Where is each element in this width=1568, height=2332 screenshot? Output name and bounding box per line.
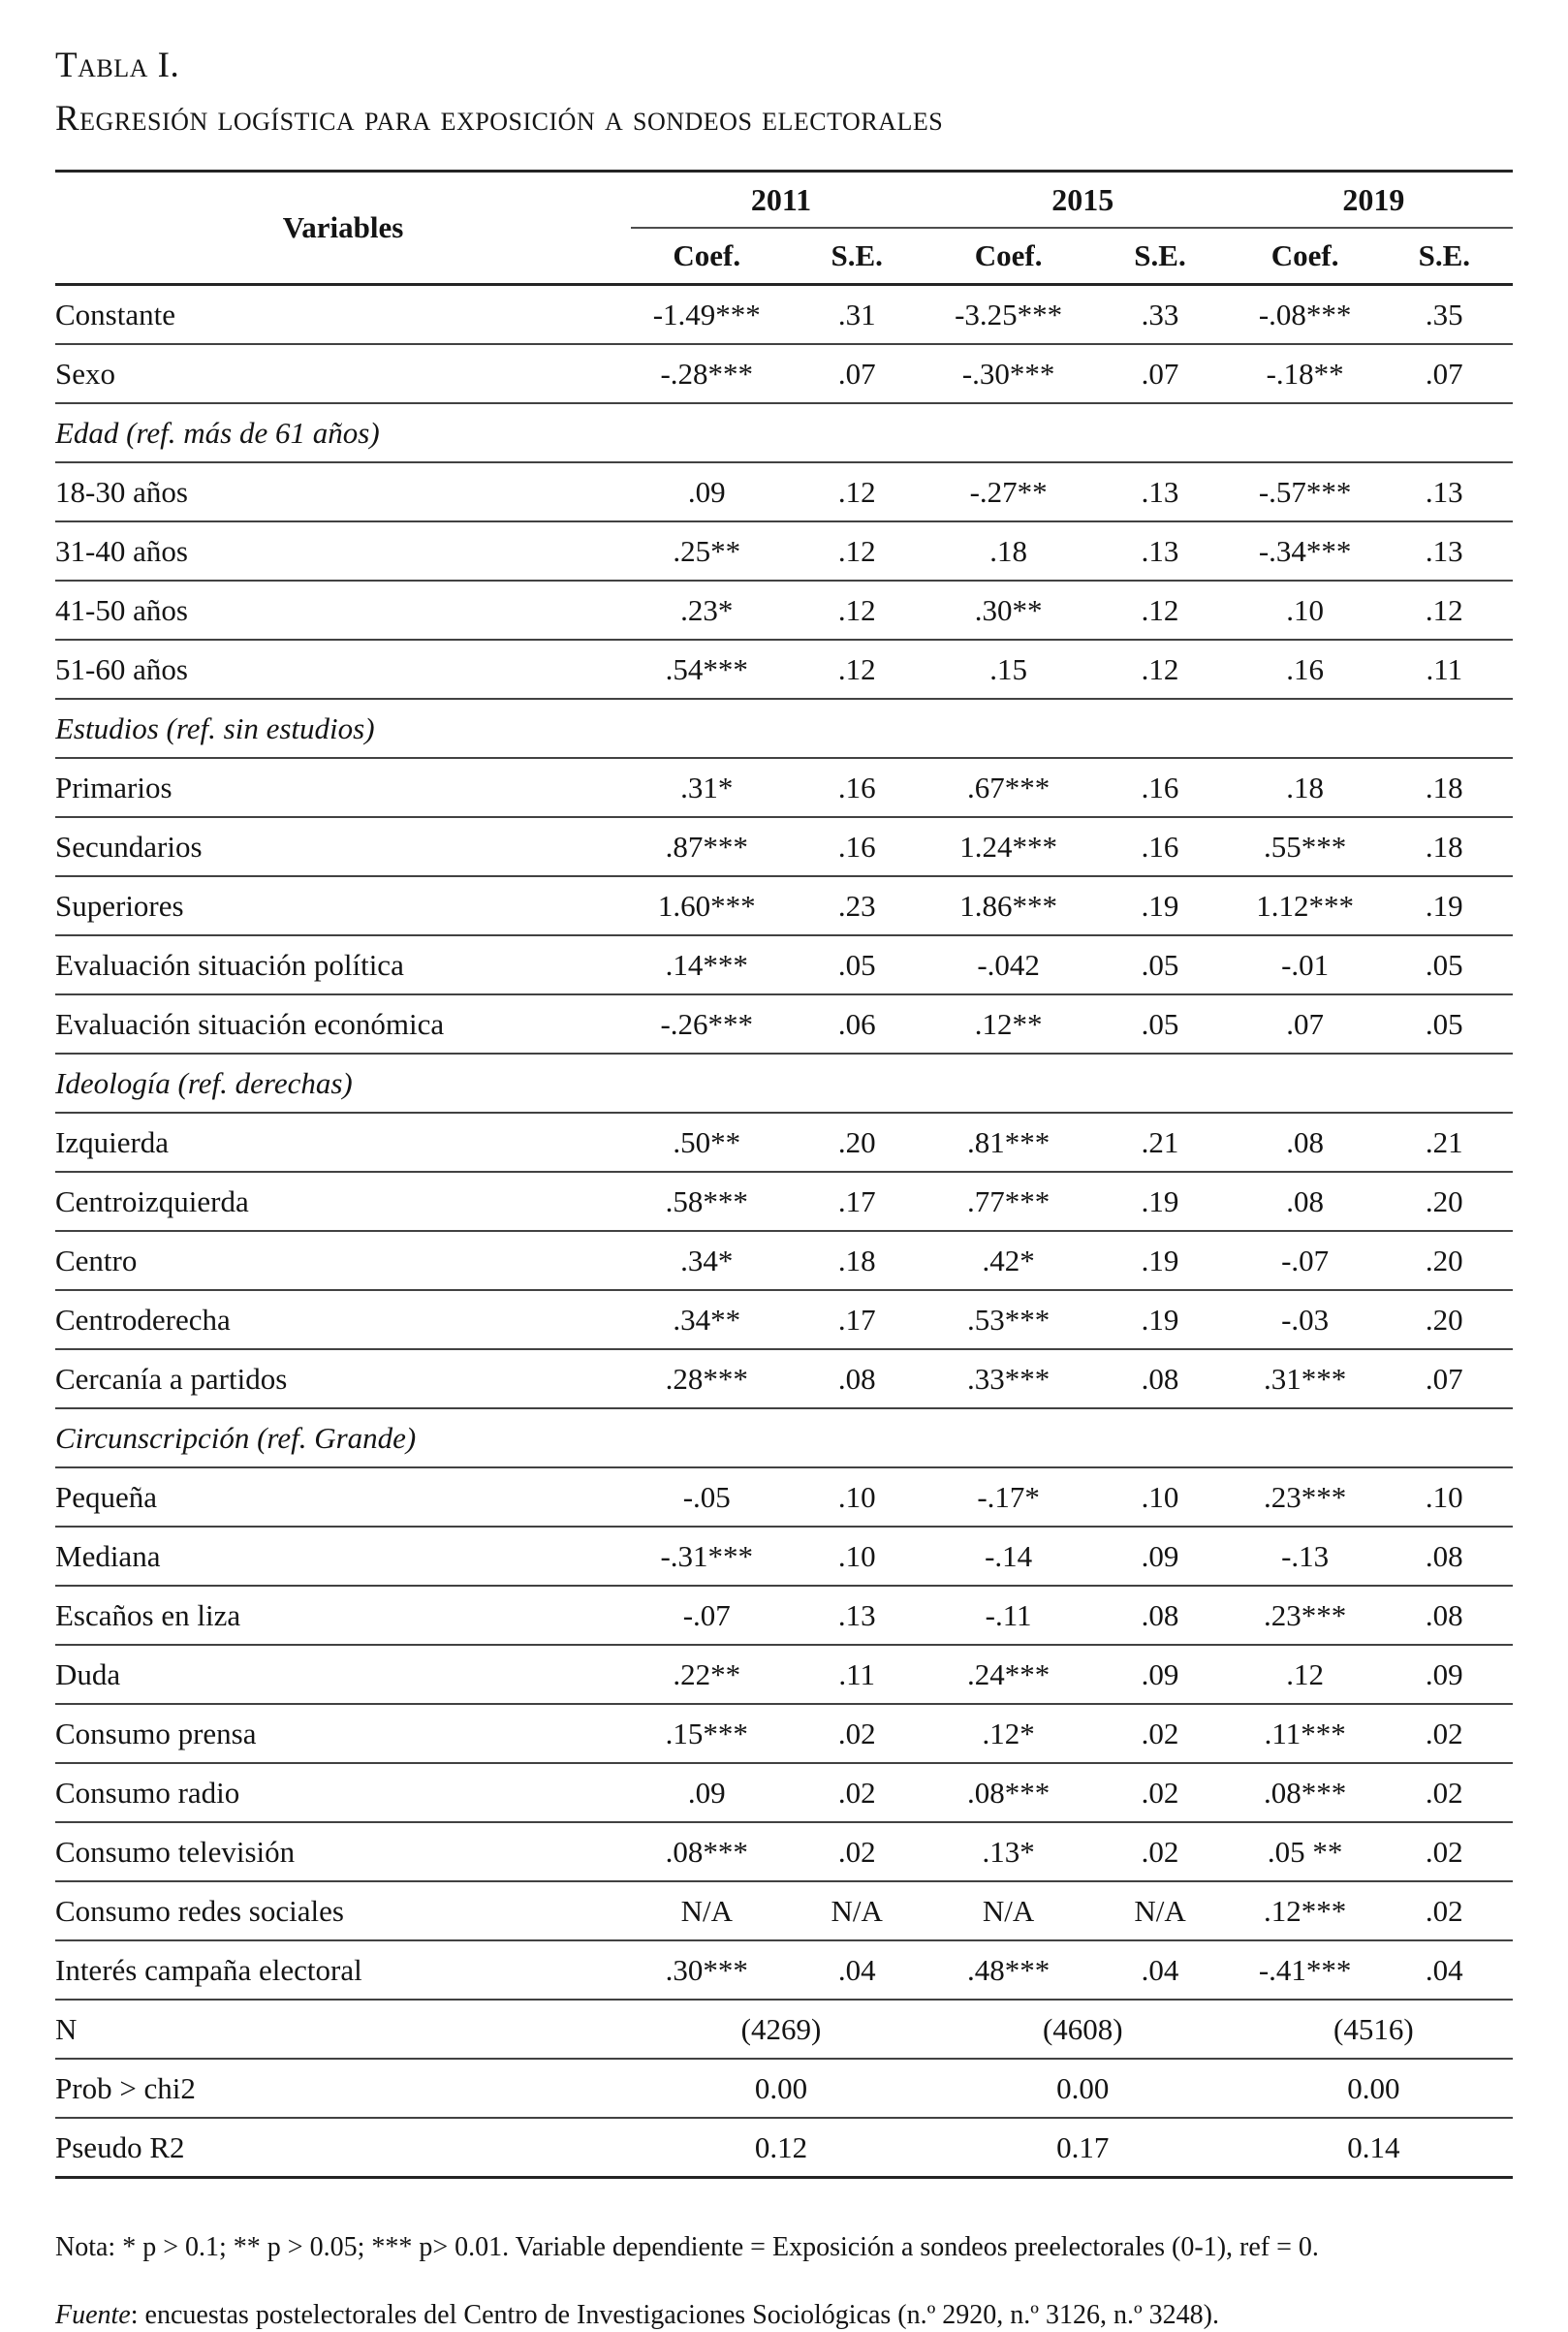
section-row (55, 1054, 1513, 1113)
cell-value: .08 (1376, 1586, 1513, 1645)
cell-value: .19 (1085, 1231, 1234, 1290)
row-label: Pseudo R2 (55, 2118, 631, 2178)
cell-value: -.03 (1235, 1290, 1376, 1349)
cell-value: .54*** (631, 640, 782, 699)
cell-value: .34* (631, 1231, 782, 1290)
year-header-row (55, 172, 1513, 229)
cell-value: 1.12*** (1235, 876, 1376, 935)
cell-value: .12** (931, 994, 1085, 1054)
table-source (55, 2299, 1513, 2332)
row-label: Primarios (55, 758, 631, 817)
cell-value: .58*** (631, 1172, 782, 1231)
cell-value: .09 (631, 1763, 782, 1822)
row-label: Cercanía a partidos (55, 1349, 631, 1408)
row-label: Superiores (55, 876, 631, 935)
se-subheader: S.E. (782, 228, 930, 285)
row-label: Pequeña (55, 1467, 631, 1527)
cell-value: -.31*** (631, 1527, 782, 1586)
cell-value: (4516) (1235, 2000, 1513, 2059)
cell-value: 0.12 (631, 2118, 931, 2178)
cell-value: .19 (1085, 1172, 1234, 1231)
cell-value: .17 (782, 1172, 930, 1231)
cell-value: .19 (1085, 1290, 1234, 1349)
cell-value: .11 (1376, 640, 1513, 699)
cell-value: .02 (1085, 1763, 1234, 1822)
cell-value: .13 (1376, 462, 1513, 521)
stat-row (55, 2118, 1513, 2178)
cell-value: -.01 (1235, 935, 1376, 994)
cell-value: -.30*** (931, 344, 1085, 403)
cell-value: -.34*** (1235, 521, 1376, 581)
cell-value: .08*** (1235, 1763, 1376, 1822)
cell-value: .02 (1376, 1763, 1513, 1822)
row-label: Sexo (55, 344, 631, 403)
cell-value: .33 (1085, 285, 1234, 345)
cell-value: .87*** (631, 817, 782, 876)
row-label: Consumo radio (55, 1763, 631, 1822)
row-label: N (55, 2000, 631, 2059)
cell-value: .30*** (631, 1940, 782, 2000)
cell-value: .18 (1235, 758, 1376, 817)
cell-value: .12 (1235, 1645, 1376, 1704)
cell-value: .13 (1085, 462, 1234, 521)
row-label: Centroderecha (55, 1290, 631, 1349)
cell-value: .05 ** (1235, 1822, 1376, 1881)
cell-value: .21 (1376, 1113, 1513, 1172)
cell-value: .18 (1376, 758, 1513, 817)
coef-subheader: Coef. (931, 228, 1085, 285)
cell-value: .08 (1085, 1349, 1234, 1408)
cell-value: .08 (1235, 1113, 1376, 1172)
cell-value: .02 (1376, 1704, 1513, 1763)
row-label: Interés campaña electoral (55, 1940, 631, 2000)
cell-value: .31 (782, 285, 930, 345)
year-header-2011: 2011 (631, 172, 931, 229)
row-label: Evaluación situación política (55, 935, 631, 994)
cell-value: .22** (631, 1645, 782, 1704)
cell-value: .18 (931, 521, 1085, 581)
cell-value: 1.86*** (931, 876, 1085, 935)
cell-value: (4269) (631, 2000, 931, 2059)
cell-value: .42* (931, 1231, 1085, 1290)
cell-value: -1.49*** (631, 285, 782, 345)
coef-subheader: Coef. (1235, 228, 1376, 285)
cell-value: -.57*** (1235, 462, 1376, 521)
table-row (55, 1704, 1513, 1763)
table-row (55, 1231, 1513, 1290)
cell-value: -.08*** (1235, 285, 1376, 345)
cell-value: .05 (782, 935, 930, 994)
cell-value: .08 (1085, 1586, 1234, 1645)
cell-value: -3.25*** (931, 285, 1085, 345)
table-row (55, 1881, 1513, 1940)
cell-value: .08 (782, 1349, 930, 1408)
cell-value: .23* (631, 581, 782, 640)
cell-value: .08 (1376, 1527, 1513, 1586)
variables-column-header: Variables (55, 172, 631, 285)
row-label: Izquierda (55, 1113, 631, 1172)
cell-value: 0.00 (631, 2059, 931, 2118)
cell-value: .19 (1085, 876, 1234, 935)
table-row (55, 1172, 1513, 1231)
cell-value: .07 (1235, 994, 1376, 1054)
cell-value: .12 (1085, 640, 1234, 699)
cell-value: .55*** (1235, 817, 1376, 876)
cell-value: .15 (931, 640, 1085, 699)
section-label: Edad (ref. más de 61 años) (55, 403, 1513, 462)
cell-value: .05 (1085, 994, 1234, 1054)
cell-value: .24*** (931, 1645, 1085, 1704)
se-subheader: S.E. (1085, 228, 1234, 285)
cell-value: .28*** (631, 1349, 782, 1408)
row-label: Centro (55, 1231, 631, 1290)
section-label: Estudios (ref. sin estudios) (55, 699, 1513, 758)
cell-value: .09 (1085, 1527, 1234, 1586)
cell-value: .15*** (631, 1704, 782, 1763)
cell-value: -.26*** (631, 994, 782, 1054)
cell-value: .77*** (931, 1172, 1085, 1231)
cell-value: .10 (1376, 1467, 1513, 1527)
cell-value: .02 (782, 1704, 930, 1763)
cell-value: .04 (1376, 1940, 1513, 2000)
cell-value: -.41*** (1235, 1940, 1376, 2000)
cell-value: .13* (931, 1822, 1085, 1881)
cell-value: .12 (1085, 581, 1234, 640)
cell-value: .67*** (931, 758, 1085, 817)
row-label: Consumo redes sociales (55, 1881, 631, 1940)
cell-value: -.14 (931, 1527, 1085, 1586)
cell-value: .09 (631, 462, 782, 521)
table-row (55, 344, 1513, 403)
cell-value: .25** (631, 521, 782, 581)
cell-value: .18 (1376, 817, 1513, 876)
cell-value: .05 (1376, 935, 1513, 994)
row-label: Mediana (55, 1527, 631, 1586)
table-row (55, 935, 1513, 994)
cell-value: 0.00 (1235, 2059, 1513, 2118)
cell-value: 0.17 (931, 2118, 1235, 2178)
row-label: Centroizquierda (55, 1172, 631, 1231)
table-note: Nota: * p > 0.1; ** p > 0.05; *** p> 0.01. Variable dependiente = Exposición a sondeos preelectorales (0-1), ref = 0. (55, 2232, 1319, 2263)
table-row (55, 1586, 1513, 1645)
cell-value: .23 (782, 876, 930, 935)
source-text: : encuestas postelectorales del Centro de Investigaciones Sociológicas (n.º 2920, n.º 3126, n.º 3248). (130, 2299, 1219, 2330)
row-label: 18-30 años (55, 462, 631, 521)
cell-value: .17 (782, 1290, 930, 1349)
cell-value: .12 (782, 581, 930, 640)
cell-value: .12 (782, 462, 930, 521)
table-number-title: Tabla I. (55, 46, 180, 85)
cell-value: .53*** (931, 1290, 1085, 1349)
cell-value: .16 (782, 758, 930, 817)
cell-value: .12* (931, 1704, 1085, 1763)
cell-value: -.11 (931, 1586, 1085, 1645)
cell-value: .23*** (1235, 1586, 1376, 1645)
regression-table (55, 170, 1513, 2179)
cell-value: .02 (1376, 1822, 1513, 1881)
cell-value: .19 (1376, 876, 1513, 935)
section-label: Ideología (ref. derechas) (55, 1054, 1513, 1113)
cell-value: -.07 (631, 1586, 782, 1645)
cell-value: .16 (1235, 640, 1376, 699)
cell-value: .16 (1085, 758, 1234, 817)
cell-value: .16 (1085, 817, 1234, 876)
cell-value: .06 (782, 994, 930, 1054)
cell-value: 1.24*** (931, 817, 1085, 876)
year-header-2019: 2019 (1235, 172, 1513, 229)
cell-value: -.18** (1235, 344, 1376, 403)
table-row (55, 1940, 1513, 2000)
cell-value: .50** (631, 1113, 782, 1172)
year-header-2015: 2015 (931, 172, 1235, 229)
cell-value: -.07 (1235, 1231, 1376, 1290)
table-row (55, 285, 1513, 345)
cell-value: .13 (1376, 521, 1513, 581)
cell-value: -.28*** (631, 344, 782, 403)
cell-value: .02 (782, 1763, 930, 1822)
cell-value: .81*** (931, 1113, 1085, 1172)
cell-value: .12 (1376, 581, 1513, 640)
cell-value: .31*** (1235, 1349, 1376, 1408)
cell-value: N/A (1085, 1881, 1234, 1940)
row-label: Consumo televisión (55, 1822, 631, 1881)
cell-value: .07 (1376, 344, 1513, 403)
cell-value: .48*** (931, 1940, 1085, 2000)
row-label: Prob > chi2 (55, 2059, 631, 2118)
row-label: Escaños en liza (55, 1586, 631, 1645)
section-row (55, 403, 1513, 462)
section-row (55, 699, 1513, 758)
cell-value: .20 (1376, 1172, 1513, 1231)
cell-value: .35 (1376, 285, 1513, 345)
row-label: Duda (55, 1645, 631, 1704)
table-row (55, 521, 1513, 581)
coef-subheader: Coef. (631, 228, 782, 285)
cell-value: .20 (1376, 1231, 1513, 1290)
table-row (55, 581, 1513, 640)
cell-value: .02 (1085, 1822, 1234, 1881)
cell-value: .10 (782, 1527, 930, 1586)
cell-value: .34** (631, 1290, 782, 1349)
cell-value: -.27** (931, 462, 1085, 521)
row-label: Constante (55, 285, 631, 345)
source-label: Fuente (55, 2299, 131, 2330)
cell-value: .33*** (931, 1349, 1085, 1408)
cell-value: .12 (782, 521, 930, 581)
cell-value: .04 (782, 1940, 930, 2000)
cell-value: .08*** (631, 1822, 782, 1881)
cell-value: .08 (1235, 1172, 1376, 1231)
cell-value: .23*** (1235, 1467, 1376, 1527)
table-row (55, 1467, 1513, 1527)
cell-value: .09 (1085, 1645, 1234, 1704)
table-row (55, 994, 1513, 1054)
cell-value: .04 (1085, 1940, 1234, 2000)
row-label: Evaluación situación económica (55, 994, 631, 1054)
cell-value: -.17* (931, 1467, 1085, 1527)
cell-value: .07 (1085, 344, 1234, 403)
cell-value: .12 (782, 640, 930, 699)
cell-value: .18 (782, 1231, 930, 1290)
cell-value: .10 (1235, 581, 1376, 640)
cell-value: .05 (1085, 935, 1234, 994)
table-row (55, 1527, 1513, 1586)
cell-value: 0.00 (931, 2059, 1235, 2118)
table-row (55, 876, 1513, 935)
cell-value: .21 (1085, 1113, 1234, 1172)
stat-row (55, 2059, 1513, 2118)
se-subheader: S.E. (1376, 228, 1513, 285)
cell-value: .02 (1085, 1704, 1234, 1763)
cell-value: 0.14 (1235, 2118, 1513, 2178)
cell-value: .11*** (1235, 1704, 1376, 1763)
cell-value: .13 (1085, 521, 1234, 581)
table-row (55, 462, 1513, 521)
stat-row (55, 2000, 1513, 2059)
section-label: Circunscripción (ref. Grande) (55, 1408, 1513, 1467)
table-row (55, 1113, 1513, 1172)
cell-value: .13 (782, 1586, 930, 1645)
row-label: Secundarios (55, 817, 631, 876)
cell-value: N/A (631, 1881, 782, 1940)
table-row (55, 817, 1513, 876)
cell-value: N/A (931, 1881, 1085, 1940)
cell-value: 1.60*** (631, 876, 782, 935)
cell-value: .08*** (931, 1763, 1085, 1822)
cell-value: .12*** (1235, 1881, 1376, 1940)
cell-value: .11 (782, 1645, 930, 1704)
table-row (55, 1645, 1513, 1704)
cell-value: .20 (782, 1113, 930, 1172)
row-label: 31-40 años (55, 521, 631, 581)
cell-value: .07 (782, 344, 930, 403)
cell-value: .30** (931, 581, 1085, 640)
row-label: 51-60 años (55, 640, 631, 699)
table-subtitle: Regresión logística para exposición a sondeos electorales (55, 98, 944, 139)
cell-value: -.13 (1235, 1527, 1376, 1586)
table-row (55, 640, 1513, 699)
section-row (55, 1408, 1513, 1467)
cell-value: .09 (1376, 1645, 1513, 1704)
table-row (55, 758, 1513, 817)
cell-value: .02 (782, 1822, 930, 1881)
row-label: 41-50 años (55, 581, 631, 640)
cell-value: N/A (782, 1881, 930, 1940)
table-row (55, 1763, 1513, 1822)
table-row (55, 1822, 1513, 1881)
cell-value: .20 (1376, 1290, 1513, 1349)
cell-value: .10 (1085, 1467, 1234, 1527)
table-row (55, 1349, 1513, 1408)
row-label: Consumo prensa (55, 1704, 631, 1763)
cell-value: (4608) (931, 2000, 1235, 2059)
cell-value: .07 (1376, 1349, 1513, 1408)
cell-value: .14*** (631, 935, 782, 994)
cell-value: .31* (631, 758, 782, 817)
cell-value: .02 (1376, 1881, 1513, 1940)
cell-value: -.042 (931, 935, 1085, 994)
cell-value: .05 (1376, 994, 1513, 1054)
cell-value: .10 (782, 1467, 930, 1527)
cell-value: .16 (782, 817, 930, 876)
cell-value: -.05 (631, 1467, 782, 1527)
table-row (55, 1290, 1513, 1349)
